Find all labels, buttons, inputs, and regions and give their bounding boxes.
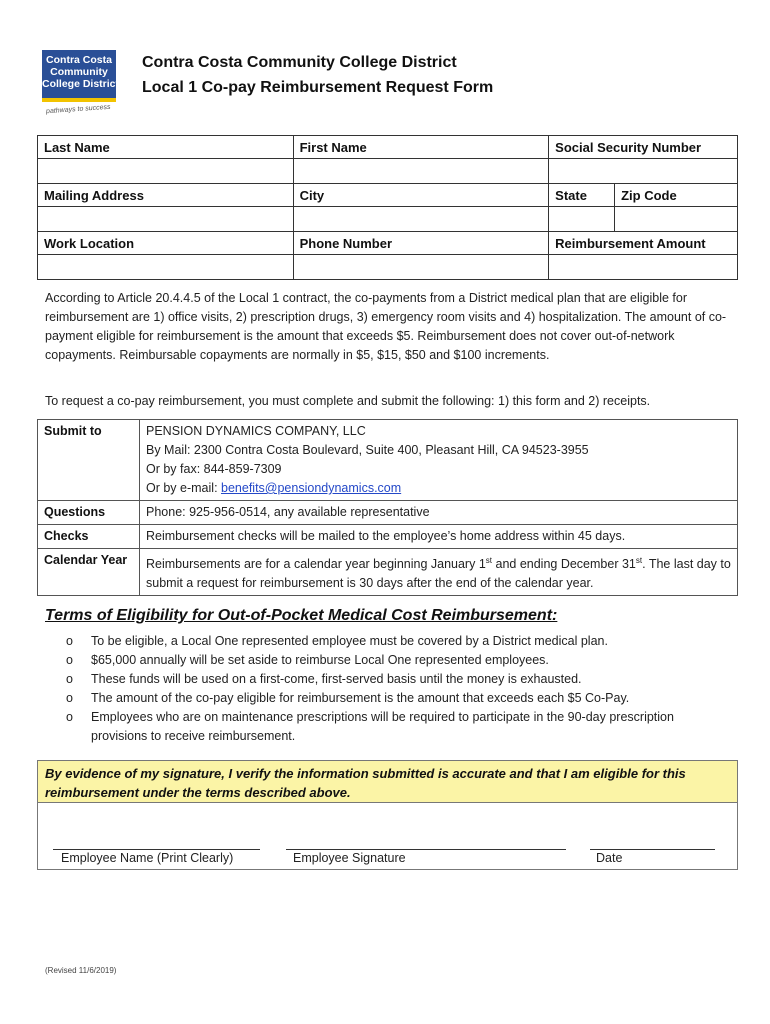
logo-badge	[42, 50, 120, 102]
terms-item: o To be eligible, a Local One represented employee must be covered by a District medical plan.	[66, 632, 706, 651]
logo-line-1: Contra Costa	[46, 54, 112, 66]
employee-signature-label: Employee Signature	[293, 851, 406, 865]
terms-list	[66, 632, 706, 746]
email-line	[146, 479, 731, 498]
terms-item: o Employees who are on maintenance prescriptions will be required to participate in the 90-day prescription provisions to receive reimbursement.	[66, 708, 706, 746]
form-title	[142, 50, 493, 100]
logo-line-3: College District	[42, 78, 120, 90]
checks-label: Checks	[38, 525, 140, 549]
terms-item: o These funds will be used on a first-come, first-served basis until the money is exhausted.	[66, 670, 706, 689]
state-field[interactable]	[549, 207, 615, 232]
questions-text: Phone: 925-956-0514, any available representative	[140, 501, 738, 525]
date-label: Date	[596, 851, 623, 865]
calendar-year-label: Calendar Year	[38, 549, 140, 596]
questions-label: Questions	[38, 501, 140, 525]
calendar-text-c: . The last day to submit a request for reimbursement is 30 days after the end of the calendar year.	[146, 557, 731, 591]
city-label: City	[293, 184, 549, 207]
logo-line-2: Community	[50, 66, 108, 78]
zip-label: Zip Code	[615, 184, 738, 207]
last-name-label: Last Name	[38, 136, 294, 159]
intro-paragraph: According to Article 20.4.4.5 of the Local 1 contract, the co-payments from a District medical plan that are eligible for reimbursement are 1) office visits, 2) prescription drugs, 3) emergency room visits and 4) hospitalization. The amount of co-payment eligible for reimbursement is the amount that exceeds $5. Reimbursement does not cover out-of-network copayments. Reimbursable copayments are normally in $5, $15, $50 and $100 increments.	[45, 291, 727, 362]
signature-statement: By evidence of my signature, I verify the information submitted is accurate and that I am eligible for this reimbursement under the terms described above.	[38, 761, 737, 803]
logo-tagline: pathways to success	[45, 103, 111, 116]
mailing-address-field[interactable]	[38, 207, 294, 232]
submit-to-label: Submit to	[38, 420, 140, 501]
reimbursement-amount-label: Reimbursement Amount	[549, 232, 738, 255]
work-location-label: Work Location	[38, 232, 294, 255]
ssn-label: Social Security Number	[549, 136, 738, 159]
employee-name-label: Employee Name (Print Clearly)	[61, 851, 234, 865]
date-line[interactable]	[590, 849, 715, 850]
mail-address: By Mail: 2300 Contra Costa Boulevard, Suite 400, Pleasant Hill, CA 94523-3955	[146, 443, 589, 457]
phone-field[interactable]	[293, 255, 549, 280]
calendar-text-a: Reimbursements are for a calendar year beginning January 1	[146, 557, 486, 572]
employee-signature-line[interactable]	[286, 849, 566, 850]
title-line-1: Contra Costa Community College District	[142, 54, 457, 71]
calendar-text-b: and ending December 31	[492, 557, 636, 572]
terms-item: o The amount of the co-pay eligible for reimbursement is the amount that exceeds each $5 Co-Pay.	[66, 689, 706, 708]
state-label: State	[549, 184, 615, 207]
signature-section	[37, 760, 738, 870]
reimbursement-amount-field[interactable]	[549, 255, 738, 280]
terms-title: Terms of Eligibility for Out-of-Pocket Medical Cost Reimbursement:	[45, 607, 558, 624]
ssn-field[interactable]	[549, 159, 738, 184]
first-name-field[interactable]	[293, 159, 549, 184]
employee-name-line[interactable]	[53, 849, 260, 850]
last-name-field[interactable]	[38, 159, 294, 184]
work-location-field[interactable]	[38, 255, 294, 280]
district-logo	[42, 50, 120, 122]
zip-field[interactable]	[615, 207, 738, 232]
checks-text: Reimbursement checks will be mailed to the employee’s home address within 45 days.	[140, 525, 738, 549]
calendar-sup-2: st	[635, 556, 643, 565]
first-name-label: First Name	[293, 136, 549, 159]
submission-table	[37, 419, 738, 596]
submit-to-details	[140, 420, 738, 501]
employee-info-table	[37, 135, 738, 280]
calendar-year-text	[140, 549, 738, 596]
calendar-sup-1: st	[485, 556, 493, 565]
instructions-paragraph: To request a co-pay reimbursement, you must complete and submit the following: 1) this form and 2) receipts.	[45, 394, 651, 408]
city-field[interactable]	[293, 207, 549, 232]
email-prefix: Or by e-mail:	[146, 481, 222, 495]
mailing-address-label: Mailing Address	[38, 184, 294, 207]
company-name: PENSION DYNAMICS COMPANY, LLC	[146, 424, 366, 438]
email-link[interactable]: benefits@pensiondynamics.com	[221, 481, 402, 495]
title-line-2: Local 1 Co-pay Reimbursement Request Form	[142, 79, 494, 96]
revision-note: (Revised 11/6/2019)	[45, 966, 117, 975]
terms-item: o $65,000 annually will be set aside to reimburse Local One represented employees.	[66, 651, 706, 670]
fax-number: Or by fax: 844-859-7309	[146, 462, 282, 476]
phone-label: Phone Number	[293, 232, 549, 255]
